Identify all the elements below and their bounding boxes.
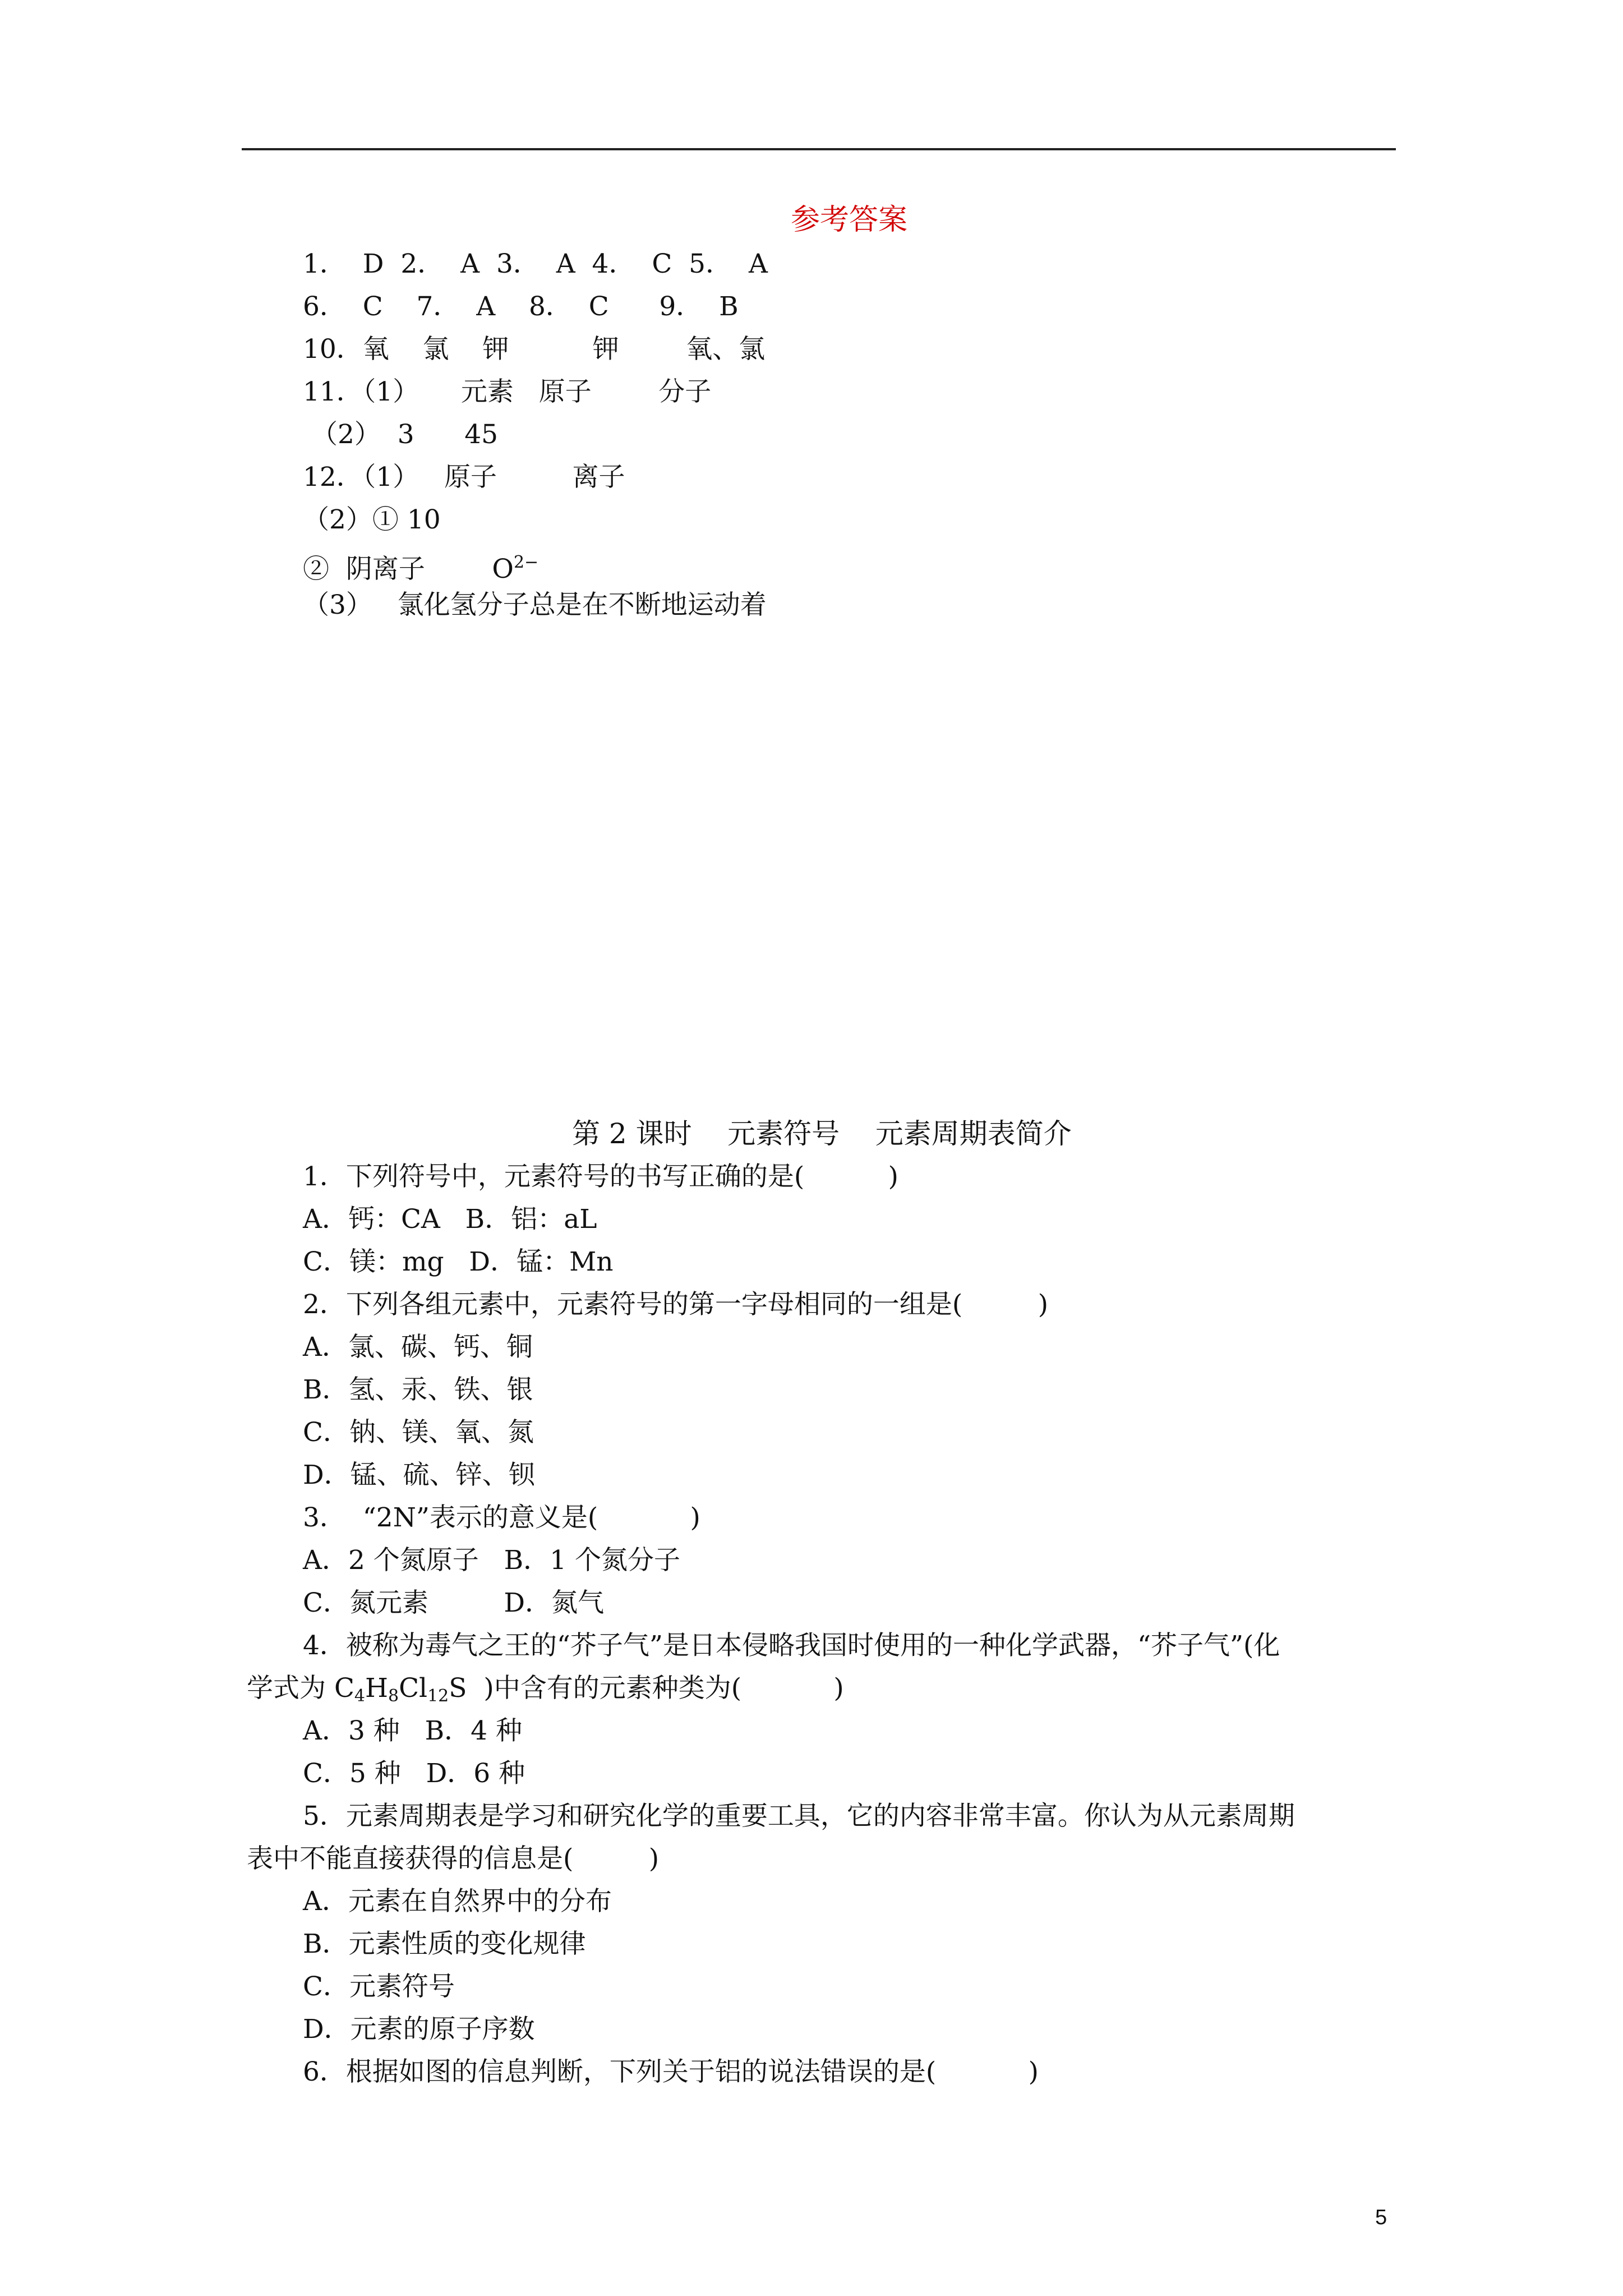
answer-line-5: （2） 3 45 xyxy=(303,419,499,450)
q5-option-a: A．元素在自然界中的分布 xyxy=(303,1886,612,1917)
q4-formula-prefix: 学式为 C xyxy=(247,1673,354,1704)
page-number: 5 xyxy=(1375,2206,1387,2229)
formula-subscript-c: 4 xyxy=(354,1686,365,1706)
ion-charge: 2− xyxy=(513,553,539,572)
answer-key-title: 参考答案 xyxy=(791,203,908,237)
header-rule xyxy=(242,148,1396,150)
answer-line-9: （3） 氯化氢分子总是在不断地运动着 xyxy=(303,590,767,620)
q5-line-2: 表中不能直接获得的信息是( ) xyxy=(247,1843,660,1874)
formula-h: H xyxy=(365,1673,388,1704)
answer-line-6: 12．（1） 原子 离子 xyxy=(303,462,625,493)
q2-option-d: D．锰、硫、锌、钡 xyxy=(303,1460,535,1490)
answer-line-8-text: ② 阴离子 O xyxy=(303,554,514,585)
q2-option-a: A．氯、碳、钙、铜 xyxy=(303,1332,533,1363)
answer-line-8 xyxy=(303,546,538,586)
q3-options-ab: A．2 个氮原子 B．1 个氮分子 xyxy=(303,1545,680,1576)
answer-line-3: 10．氧 氯 钾 钾 氧、氯 xyxy=(303,334,766,365)
q4-line-2 xyxy=(247,1672,844,1713)
q4-formula-suffix: S )中含有的元素种类为( ) xyxy=(449,1673,844,1704)
q5-option-c: C．元素符号 xyxy=(303,1971,455,2002)
q6-stem: 6．根据如图的信息判断，下列关于铝的说法错误的是( ) xyxy=(303,2056,1039,2087)
q2-option-c: C．钠、镁、氧、氮 xyxy=(303,1417,534,1448)
formula-subscript-h: 8 xyxy=(388,1686,399,1706)
answer-line-4: 11．（1） 元素 原子 分子 xyxy=(303,376,712,407)
q5-option-d: D．元素的原子序数 xyxy=(303,2014,535,2045)
section-title: 第 2 课时 元素符号 元素周期表简介 xyxy=(572,1117,1072,1150)
q4-line-1: 4．被称为毒气之王的“芥子气”是日本侵略我国时使用的一种化学武器，“芥子气”(化 xyxy=(303,1630,1280,1661)
q1-stem: 1．下列符号中，元素符号的书写正确的是( ) xyxy=(303,1161,898,1192)
q1-options-ab: A．钙：CA B．铝：aL xyxy=(303,1204,597,1235)
answer-line-1: 1． D 2． A 3． A 4． C 5． A xyxy=(303,249,768,279)
q2-option-b: B．氢、汞、铁、银 xyxy=(303,1374,533,1405)
q2-stem: 2．下列各组元素中，元素符号的第一字母相同的一组是( ) xyxy=(303,1289,1049,1320)
answer-line-7: （2）① 10 xyxy=(303,504,441,535)
q4-options-cd: C．5 种 D．6 种 xyxy=(303,1758,525,1789)
q3-stem: 3． “2N”表示的意义是( ) xyxy=(303,1502,700,1533)
q3-options-cd: C．氮元素 D．氮气 xyxy=(303,1588,605,1618)
formula-subscript-cl: 12 xyxy=(427,1686,449,1706)
answer-line-2: 6． C 7． A 8． C 9． B xyxy=(303,291,739,322)
formula-cl: Cl xyxy=(399,1673,428,1704)
q5-line-1: 5．元素周期表是学习和研究化学的重要工具，它的内容非常丰富。你认为从元素周期 xyxy=(303,1801,1295,1832)
q4-options-ab: A．3 种 B．4 种 xyxy=(303,1715,522,1746)
q5-option-b: B．元素性质的变化规律 xyxy=(303,1929,586,1959)
q1-options-cd: C．镁：mg D．锰：Mn xyxy=(303,1246,614,1277)
